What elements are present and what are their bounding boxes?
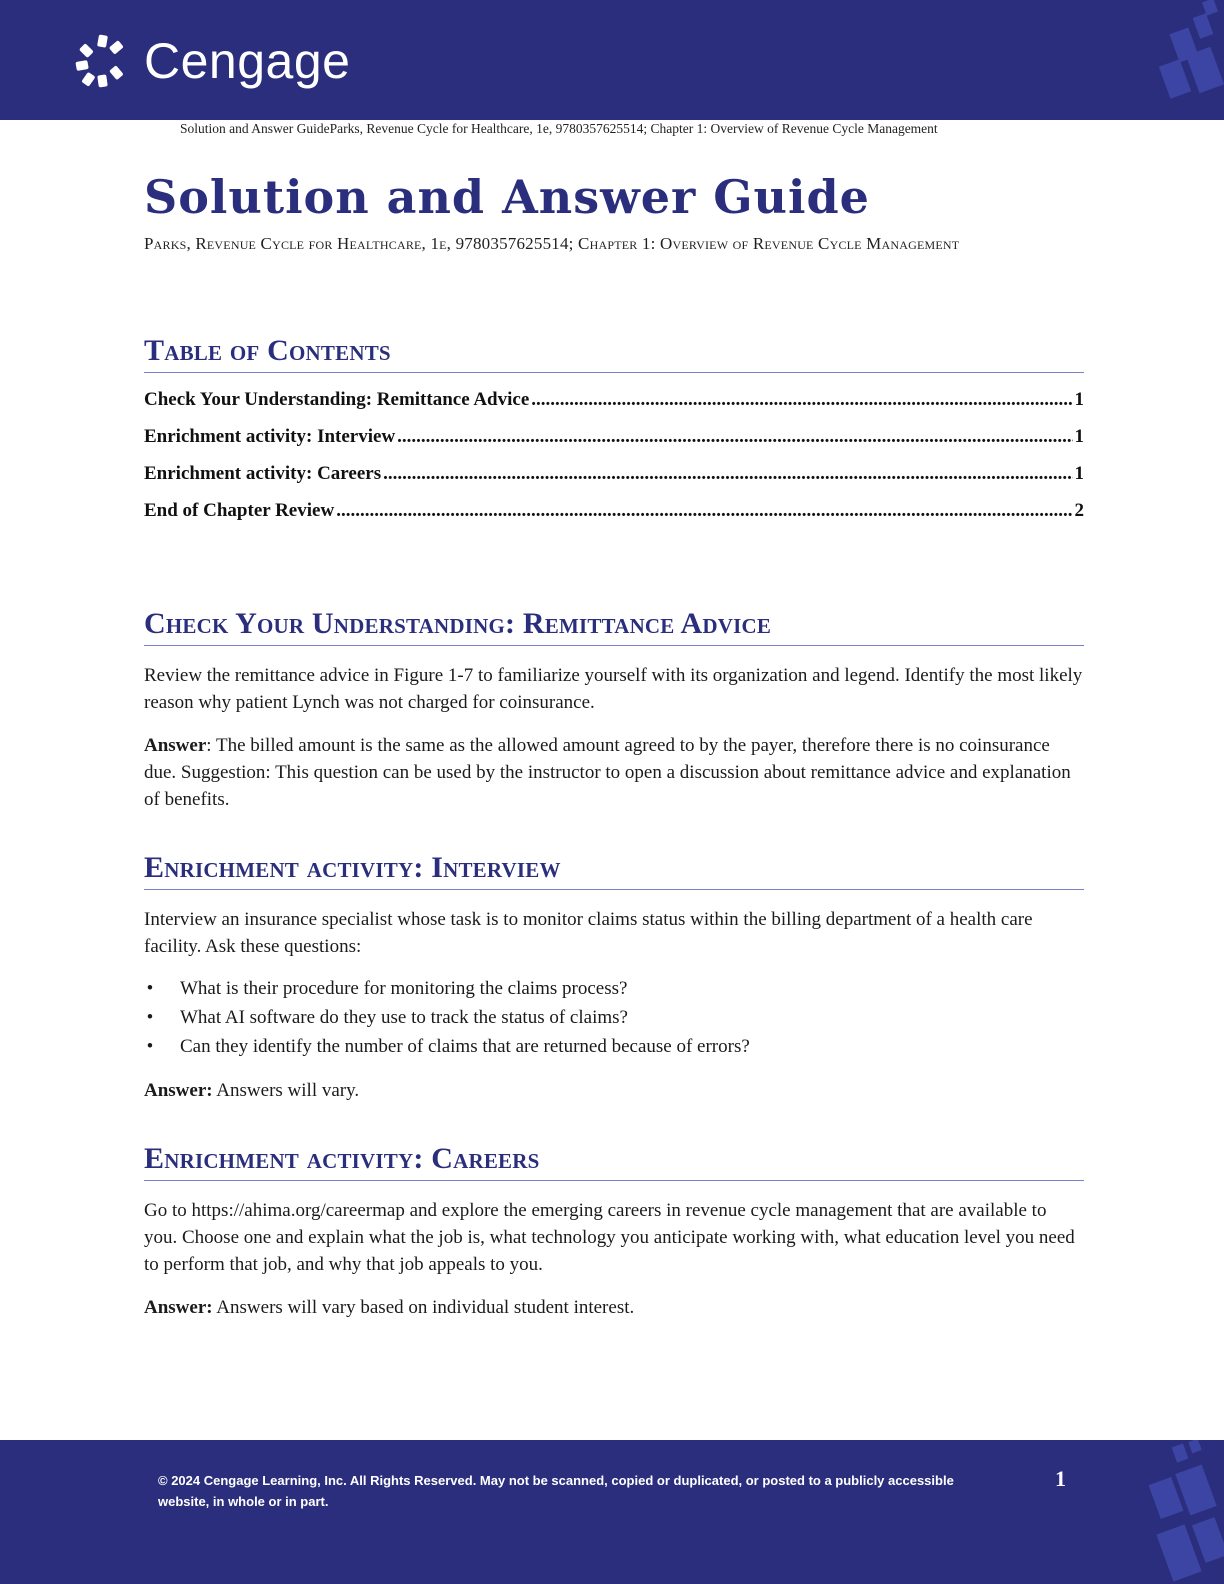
interview-question-list [144,974,1084,1061]
logo-wordmark: Cengage [144,33,351,89]
bullet-icon: • [146,977,154,999]
toc-entry[interactable] [144,500,1084,537]
careers-prompt: Go to https://ahima.org/careermap and explore the emerging careers in revenue cycle management that are available to you. Choose one and explain what the job is, what technology you anticipate working with, what education level you need to perform that job, and why that job appeals to you. [144,1199,1075,1275]
copyright-notice: © 2024 Cengage Learning, Inc. All Rights Reserved. May not be scanned, copied or duplicated, or posted to a publicly accessible website, in whole or in part. [158,1473,954,1509]
bullet-icon: • [146,1035,154,1057]
list-item-text: What AI software do they use to track the status of claims? [180,1006,628,1028]
toc-entry-page: 2 [1074,499,1084,521]
corner-decoration-icon [1124,1440,1224,1584]
header-band [0,0,1224,120]
list-item-text: Can they identify the number of claims that are returned because of errors? [180,1035,750,1057]
toc-entry-page: 1 [1074,425,1084,447]
footer-band [0,1440,1224,1584]
toc-leader-dots [383,463,1072,485]
toc-entry-page: 1 [1074,462,1084,484]
answer-text: Answers will vary. [212,1079,360,1101]
page-content [144,160,1084,1321]
document-subtitle: Parks, Revenue Cycle for Healthcare, 1e, 9780357625514; Chapter 1: Overview of Revenue Cycle Management [144,233,960,253]
answer-label: Answer [144,734,207,756]
section-heading-remittance: Check Your Understanding: Remittance Advice [144,607,1084,646]
toc-entry[interactable] [144,426,1084,463]
document-title: Solution and Answer Guide [144,170,870,224]
list-item-text: What is their procedure for monitoring the claims process? [180,977,628,999]
interview-prompt: Interview an insurance specialist whose task is to monitor claims status within the billing department of a health care facility. Ask these questions: [144,908,1033,957]
list-item [144,974,1084,1003]
careers-answer [144,1294,1084,1321]
cengage-mark-icon [74,31,134,91]
remittance-answer [144,732,1084,813]
toc-entry-label: Enrichment activity: Interview [144,425,396,447]
section-heading-interview: Enrichment activity: Interview [144,851,1084,890]
answer-text: Answers will vary based on individual student interest. [212,1296,635,1318]
toc-entry[interactable] [144,463,1084,500]
toc-leader-dots [531,389,1072,411]
interview-answer [144,1077,1084,1104]
toc-leader-dots [336,500,1072,522]
answer-label: Answer: [144,1079,213,1101]
toc-entry-label: End of Chapter Review [144,499,335,521]
list-item [144,1003,1084,1032]
toc-heading: Table of Contents [144,334,1084,373]
corner-decoration-icon [1144,0,1224,120]
table-of-contents [144,389,1084,537]
toc-entry-page: 1 [1074,388,1084,410]
running-head: Solution and Answer GuideParks, Revenue Cycle for Healthcare, 1e, 9780357625514; Chapter 1: Overview of Revenue Cycle Management [180,121,938,136]
toc-entry[interactable] [144,389,1084,426]
toc-leader-dots [397,426,1072,448]
page-number: 1 [1055,1466,1066,1491]
remittance-prompt: Review the remittance advice in Figure 1-7 to familiarize yourself with its organization and legend. Identify the most likely reason why patient Lynch was not charged for coinsurance. [144,664,1083,713]
answer-label: Answer: [144,1296,213,1318]
answer-text: : The billed amount is the same as the allowed amount agreed to by the payer, therefore there is no coinsurance due. Suggestion: This question can be used by the instructor to open a discussion about remittance advice and explanation of benefits. [144,734,1071,810]
list-item [144,1032,1084,1061]
toc-entry-label: Check Your Understanding: Remittance Advice [144,388,530,410]
bullet-icon: • [146,1006,154,1028]
toc-entry-label: Enrichment activity: Careers [144,462,382,484]
cengage-logo [74,30,350,92]
section-heading-careers: Enrichment activity: Careers [144,1142,1084,1181]
